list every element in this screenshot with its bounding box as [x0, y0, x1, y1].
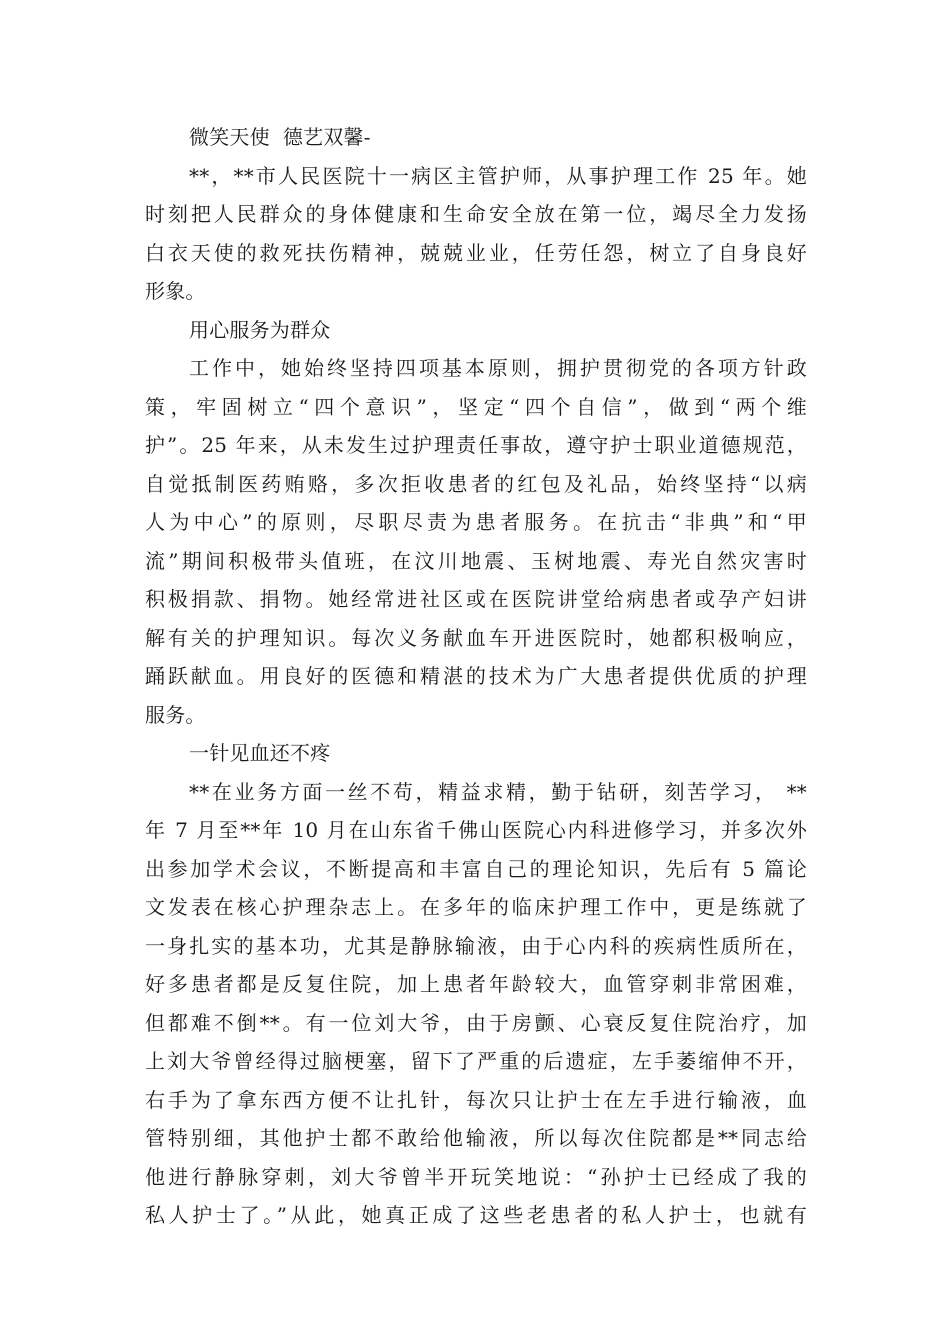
text-line: 管特别细，其他护士都不敢给他输液，所以每次住院都是**同志给	[145, 1126, 807, 1150]
text-line: 文发表在核心护理杂志上。在多年的临床护理工作中，更是练就了	[145, 895, 807, 919]
text-line: 私人护士了。”从此，她真正成了这些老患者的私人护士，也就有	[145, 1203, 807, 1227]
text-line: 积极捐款、捐物。她经常进社区或在医院讲堂给病患者或孕产妇讲	[145, 587, 807, 611]
text-line: 形象。	[145, 279, 206, 303]
text-line: 年 7 月至**年 10 月在山东省千佛山医院心内科进修学习，并多次外	[145, 818, 807, 842]
text-line: 出参加学术会议，不断提高和丰富自己的理论知识，先后有 5 篇论	[145, 856, 807, 881]
text-line: 他进行静脉穿刺，刘大爷曾半开玩笑地说：“孙护士已经成了我的	[145, 1164, 807, 1189]
document-body	[145, 118, 807, 1235]
text-line: **在业务方面一丝不苟，精益求精，勤于钻研，刻苦学习， **	[189, 779, 807, 804]
text-line: 一身扎实的基本功，尤其是静脉输液，由于心内科的疾病性质所在，	[145, 933, 807, 958]
text-line: 上刘大爷曾经得过脑梗塞，留下了严重的后遗症，左手萎缩伸不开，	[145, 1049, 807, 1073]
section-heading-line: 微笑天使 德艺双馨-	[189, 125, 371, 149]
text-line: 工作中，她始终坚持四项基本原则，拥护贯彻党的各项方针政	[189, 356, 807, 380]
section-heading-line: 用心服务为群众	[189, 317, 331, 342]
text-line: 右手为了拿东西方便不让扎针，每次只让护士在左手进行输液，血	[145, 1087, 807, 1112]
text-line: 解有关的护理知识。每次义务献血车开进医院时，她都积极响应，	[145, 625, 807, 650]
text-line: 踊跃献血。用良好的医德和精湛的技术为广大患者提供优质的护理	[145, 664, 807, 688]
text-line: 时刻把人民群众的身体健康和生命安全放在第一位，竭尽全力发扬	[145, 202, 807, 226]
text-line: 流”期间积极带头值班，在汶川地震、玉树地震、寿光自然灾害时	[145, 548, 807, 573]
text-line: 策，牢固树立“四个意识”，坚定“四个自信”，做到“两个维	[145, 394, 807, 419]
text-line: 白衣天使的救死扶伤精神，兢兢业业，任劳任怨，树立了自身良好	[145, 240, 807, 265]
text-line: 护”。25 年来，从未发生过护理责任事故，遵守护士职业道德规范，	[145, 433, 807, 457]
text-line: 服务。	[145, 702, 206, 727]
text-line: **，**市人民医院十一病区主管护师，从事护理工作 25 年。她	[189, 163, 807, 188]
text-line: 但都难不倒**。有一位刘大爷，由于房颤、心衰反复住院治疗，加	[145, 1010, 807, 1035]
text-line: 好多患者都是反复住院，加上患者年龄较大，血管穿刺非常困难，	[145, 972, 807, 996]
text-line: 人为中心”的原则，尽职尽责为患者服务。在抗击“非典”和“甲	[145, 510, 807, 534]
section-heading-line: 一针见血还不疼	[189, 741, 331, 765]
text-line: 自觉抵制医药贿赂，多次拒收患者的红包及礼品，始终坚持“以病	[145, 471, 807, 496]
